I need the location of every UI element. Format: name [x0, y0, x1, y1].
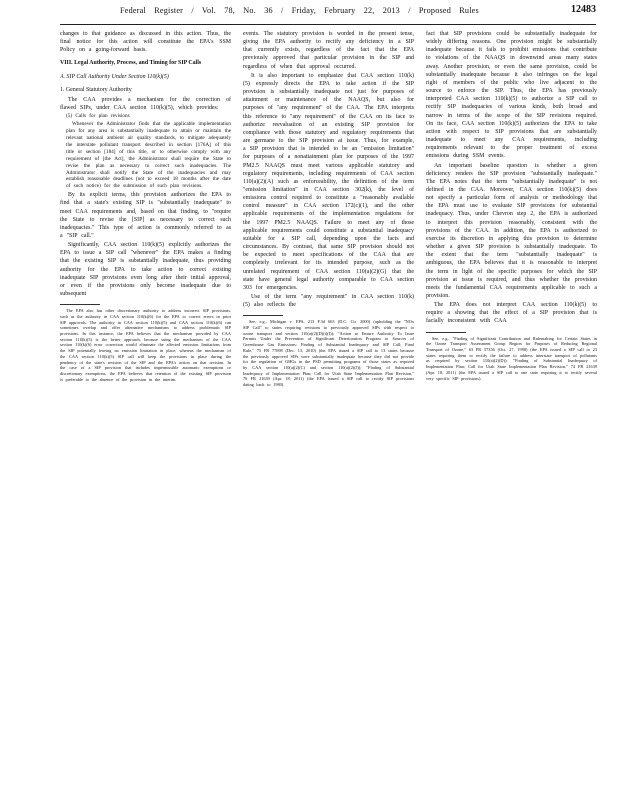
subsection-heading: A. SIP Call Authority Under Section 110(k)(5): [60, 73, 169, 80]
block-quote: Whenever the Administrator finds that the applicable implementation plan for any area is substantially inadequate to attain or maintain the relevant national ambient air quality standards, to mitigate adequately the interstate pollutant transport described in section [176A] of this title or section [184] of this title, or to otherwise comply with any requirement of [the Act], the Administrator shall require the State to revise the plan as necessary to correct such inadequacies. The Administrator shall notify the State of the inadequacies and may establish reasonable deadlines (not to exceed 18 months after the date of such notice) for the submission of such plan revisions.: [66, 121, 231, 190]
running-head: Federal Register / Vol. 78, No. 36 / Friday, February 22, 2013 / Proposed Rules: [120, 6, 479, 15]
column-2: [243, 30, 414, 794]
footnote-rule: [60, 304, 100, 305]
footnote-rule: [426, 332, 466, 333]
column-1: [60, 30, 231, 794]
footnote: See, e.g., Michigan v. EPA, 213 F.3d 663 (D.C. Cir. 2000) (upholding the "NOx SIP Call" to states requiring revisions to previously approved SIPs with respect to ozone transport and section 110(a)(2)(D)(i)(I)); "Action to Ensure Authority To Issue Permits Under the Prevention of Significant Deterioration Program to Sources of Greenhouse Gas Emissions: Finding of Substantial Inadequacy and SIP Call; Final Rule," 75 FR 77698 (Dec. 13, 2010) (the EPA issued a SIP call to 13 states because the previously approved SIPs were substantially inadequate because they did not provide for the regulation of GHGs in the PSD permitting programs of those states as required by CAA section 110(a)(2)(C) and section 110(a)(2)(J)); "Finding of Substantial Inadequacy of Implementation Plan; Call for Utah State Implementation Plan Revision," 76 FR 21639 (Apr. 18, 2011) (the EPA issued a SIP call to rectify SIP provisions dating back to 1980).: [243, 319, 414, 388]
paragraph: changes to that guidance as discussed in this action. Thus, the final notice for this action will constitute the EPA's SSM Policy on a going-forward basis.: [60, 31, 231, 54]
paragraph: The CAA provides a mechanism for the correction of flawed SIPs, under CAA section 110(k)(5), which provides:: [60, 96, 231, 112]
page-header: [0, 4, 618, 22]
subsubsection-heading: 1. General Statutory Authority: [60, 86, 132, 93]
quote-heading: (5) Calls for plan revisions: [66, 113, 130, 120]
footnote: See, e.g., "Finding of Significant Contribution and Rulemaking for Certain States in the Ozone Transport Assessment Group Region for Purposes of Reducing Regional Transport of Ozone," 63 FR 57356 (Oct. 27, 1998) (the EPA issued a SIP call to 23 states requiring them to rectify the failure to address interstate transport of pollutants as required by section 110(a)(2)(D)); "Finding of Substantial Inadequacy of Implementation Plan; Call for Utah State Implementation Plan Revision," 74 FR 21639 (Apr. 18, 2011) (the EPA issued a SIP call to one state requiring it to rectify several very specific SIP provisions).: [426, 335, 597, 381]
paragraph: Significantly, CAA section 110(k)(5) explicitly authorizes the EPA to issue a SIP call "whenever" the EPA makes a finding that the existing SIP is substantially inadequate, thus providing authority for the EPA to take action to correct existing inadequate SIP provisions even long after their initial approval, or even if the provisions only become inadequate due to subsequent: [60, 242, 231, 298]
page-number: 12483: [571, 4, 596, 15]
footnote: The EPA also has other discretionary authority to address incorrect SIP provisions, such as the authority in CAA section 110(k)(6) for the EPA to correct errors in prior SIP approvals. The authority in CAA section 110(k)(5) and CAA section 110(k)(6) can sometimes overlap and offer alternative mechanisms to address problematic SIP provisions. In this instance, the EPA believes that the mechanism provided by CAA section 110(k)(5) is the better approach, because using the mechanism of the CAA section 110(k)(6) error correction would eliminate the affected emission limitations from the SIP potentially leaving no emission limitation in place, whereas the mechanism of the CAA section 110(k)(5) SIP call will keep the provisions in place during the pendency of the state's revision of the SIP and the EPA's action on that revision. In the case of a SIP provision that includes impermissible automatic exemptions or discretionary exemptions, the EPA believes that retention of the existing SIP provision is preferable to the absence of the provision in the interim.: [60, 308, 231, 382]
paragraph: events. The statutory provision is worded in the present tense, giving the EPA authority to rectify any deficiency in a SIP that currently exists, regardless of the fact that the EPA previously approved that particular provision in the SIP and regardless of when that approval occurred.: [243, 31, 414, 70]
header-rule: [60, 24, 596, 25]
paragraph: fact that SIP provisions could be substantially inadequate for widely differing reasons. One provision might be substantially inadequate because it fails to prohibit emissions that contribute to violations of the NAAQS in downwind areas many states away. Another provision, or even the same provision, could be substantially inadequate because it also infringes on the legal right of members of the public who live adjacent to the source to enforce the SIP. Thus, the EPA has previously interpreted CAA section 110(k)(5) to authorize a SIP call to rectify SIP inadequacies of various kinds, both broad and narrow in terms of the scope of the SIP revisions required. On its face, CAA section 110(k)(5) authorizes the EPA to take action with respect to SIP provisions that are substantially inadequate to meet any CAA requirements, including requirements relevant to the proper treatment of excess emissions during SSM events.: [426, 31, 597, 160]
paragraph: Use of the term "any requirement" in CAA section 110(k)(5) also reflects the: [243, 294, 414, 309]
paragraph: By its explicit terms, this provision authorizes the EPA to find that a state's existing SIP is "substantially inadequate" to meet CAA requirements and, based on that finding, to "require the State to revise the [SIP] as necessary to correct such inadequacies." This type of action is commonly referred to as a "SIP call.": [60, 192, 231, 239]
column-3: [426, 30, 597, 794]
paragraph: It is also important to emphasize that CAA section 110(k)(5) expressly directs the EPA to take action if the SIP provision is substantially inadequate not just for purposes of attainment or maintenance of the NAAQS, but also for purposes of "any requirement" of the CAA. The EPA interprets this reference to "any requirement" of the CAA on its face to authorize reevaluation of an existing SIP provision for compliance with those statutory and regulatory requirements that are germane to the SIP provision at issue. Thus, for example, a SIP provision that is intended to be an "emission limitation" for purposes of a nonattainment plan for purposes of the 1997 PM2.5 NAAQS must meet various applicable statutory and regulatory requirements, including requirements of CAA section 110(a)(2)(A) such as enforceability, the definition of the term "emission limitation" in CAA section 302(k), the level of emissions control required to constitute a "reasonably available control measure" in CAA section 172(c)(1), and the other applicable requirements of the implementation regulations for the 1997 PM2.5 NAAQS. Failure to meet any of those applicable requirements could constitute a substantial inadequacy suitable for a SIP call, depending upon the facts and circumstances. By contrast, that same SIP provision should not be expected to meet specifications of the CAA that are completely irrelevant for its intended purpose, such as the unrelated requirement of CAA section 110(a)(2)(G) that the state have general legal authority comparable to CAA section 303 for emergencies.: [243, 72, 414, 291]
section-heading: VIII. Legal Authority, Process, and Timing for SIP Calls: [60, 60, 202, 67]
paragraph: The EPA does not interpret CAA section 110(k)(5) to require a showing that the effect of a SIP provision that is facially inconsistent with CAA: [426, 302, 597, 325]
paragraph: An important baseline question is whether a given deficiency renders the SIP provision "substantially inadequate." The EPA notes that the term "substantially inadequate" is not defined in the CAA. Moreover, CAA section 110(k)(5) does not specify a particular form of analysis or methodology that the EPA must use to evaluate SIP provisions for substantial inadequacy. Thus, under Chevron step 2, the EPA is authorized to interpret this provision reasonably, consistent with the provisions of the CAA. In addition, the EPA is authorized to exercise its discretion in applying this provision to determine whether a given SIP provision is substantially inadequate. To the extent that the term "substantially inadequate" is ambiguous, the EPA believes that it is reasonable to interpret the term in light of the specific purposes for which the SIP provision at issue is required, and thus whether the provision meets the fundamental CAA requirements applicable to such a provision.: [426, 162, 597, 299]
footnote-rule: [243, 315, 283, 316]
